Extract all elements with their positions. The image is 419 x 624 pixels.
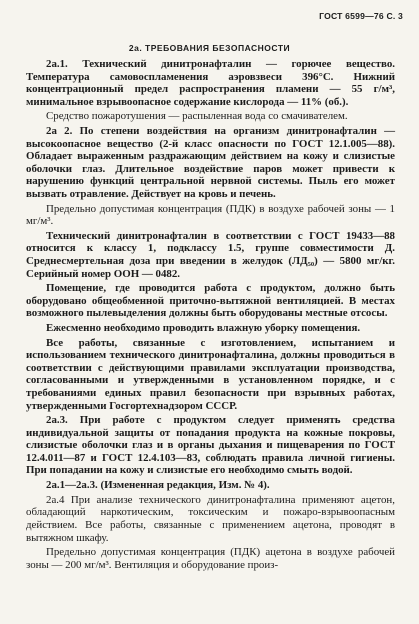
paragraph-acetone-pdk: Предельно допустимая концентрация (ПДК) ацетона в воздухе рабочей зоны — 200 мг/м³. Вентиляция и оборудование произ- (26, 546, 395, 571)
section-title: 2а. ТРЕБОВАНИЯ БЕЗОПАСНОСТИ (128, 43, 291, 53)
paragraph-pdk: Предельно допустимая концентрация (ПДК) в воздухе рабочей зоны — 1 мг/м³. (26, 202, 395, 228)
paragraph-2a2: 2а 2. По степени воздействия на организм динитронафталин — высокоопасное вещество (2-й класс опасности по ГОСТ 12.1.005—88). Обладает выраженным раздражающим действием на кожу и слизистые оболочки глаз. Длительное воздействие паров может привести к нарушению функций центральной нервной системы. Пыль его может вызвать отравление. Действует на кровь и печень. (26, 125, 395, 200)
document-body (26, 58, 395, 574)
paragraph-ventilation: Помещение, где проводится работа с продуктом, должно быть оборудовано общеобменной приточно-вытяжной вентиляцией. В местах возможного пылевыделения должны быть оборудованы местные отсосы. (26, 282, 395, 320)
page-header: ГОСТ 6599—76 С. 3 (319, 11, 403, 21)
paragraph-2a3: 2а.3. При работе с продуктом следует применять средства индивидуальной защиты от попадания продукта на кожные покровы, слизистые оболочки глаз и в органы дыхания и пищеварения по ГОСТ 12.4.011—87 и ГОСТ 12.4.103—83, соблюдать правила личной гигиены. При попадании на кожу и слизистые его необходимо смыть водой. (26, 414, 395, 477)
paragraph-classification: Технический динитронафталин в соответствии с ГОСТ 19433—88 относится к классу 1, подклассу 1.5, группе совместимости Д. Среднесмертельная доза при введении в желудок (ЛД₅₀) — 5800 мг/кг. Серийный номер ООН — 0482. (26, 229, 395, 280)
paragraph-2a1: 2а.1. Технический динитронафталин — горючее вещество. Температура самовоспламенения аэровзвеси 396°С. Нижний концентрационный предел распространения пламени — 55 г/м³, минимальное взрывоопасное содержание кислорода — 11% (об.). (26, 58, 395, 108)
paragraph-cleaning: Ежесменно необходимо проводить влажную уборку помещения. (46, 322, 361, 335)
paragraph-amendment: 2а.1—2а.3. (Измененная редакция, Изм. № 4). (46, 479, 270, 492)
paragraph-fire-extinguishing: Средство пожаротушения — распыленная вода со смачивателем. (46, 110, 348, 123)
paragraph-2a4: 2а.4 При анализе технического динитронафталина применяют ацетон, обладающий наркотическим, токсическим и пожаро-взрывоопасным действием. Все работы, связанные с применением ацетона, проводят в вытяжном шкафу. (26, 493, 395, 544)
paragraph-work-rules: Все работы, связанные с изготовлением, испытанием и использованием технического динитронафталина, должны проводиться в соответствии с действующими правилами эксплуатации производства, согласованными и утвержденными в установленном порядке, и с требованиями единых правил безопасности при взрывных работах, утвержденными Госгортехнадзором СССР. (26, 336, 395, 412)
